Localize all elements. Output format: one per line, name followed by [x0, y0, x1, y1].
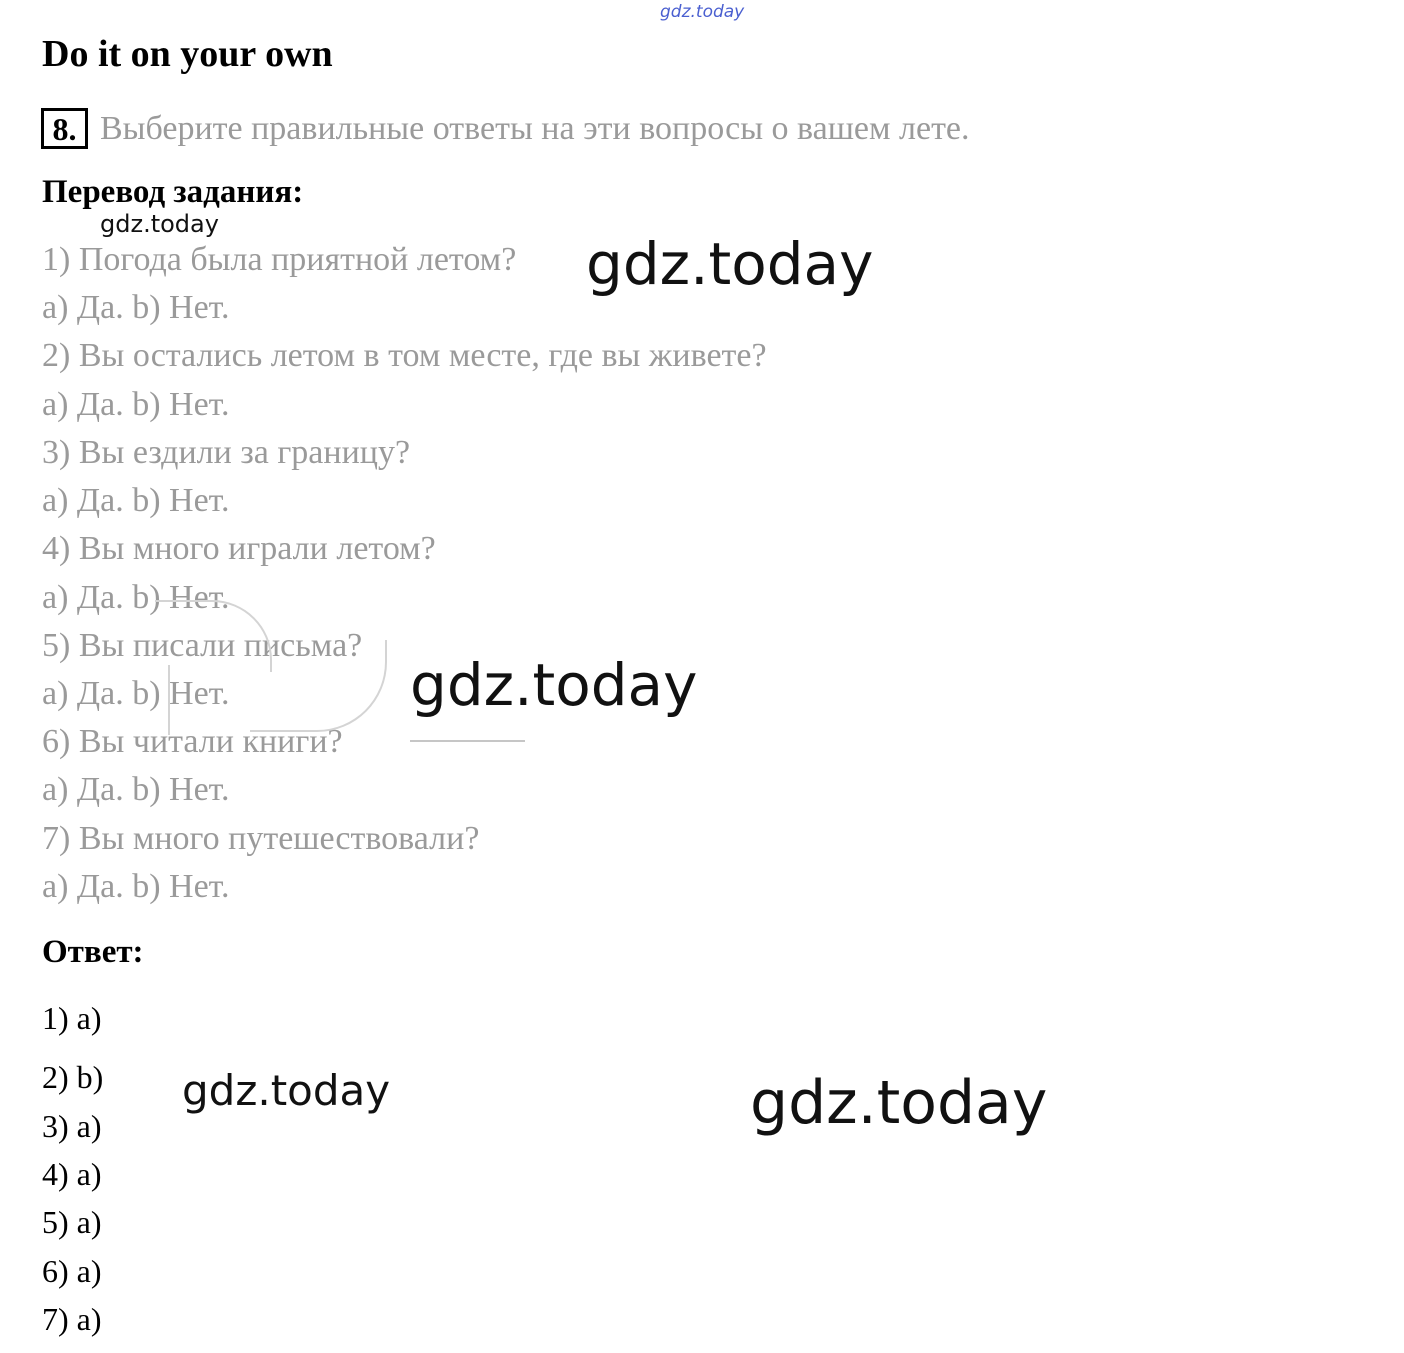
watermark-large: gdz.today: [410, 651, 698, 719]
answer-line: 1) a): [42, 1000, 102, 1036]
page-title: Do it on your own: [42, 33, 333, 75]
scribble-artifact: [410, 740, 525, 742]
answer-line: 3) a): [42, 1108, 102, 1144]
translation-line: 6) Вы читали книги?: [42, 723, 343, 760]
answer-line: 5) a): [42, 1204, 102, 1240]
task-number-badge: 8.: [41, 108, 88, 149]
translation-line: 7) Вы много путешествовали?: [42, 820, 480, 857]
watermark-small: gdz.today: [100, 210, 219, 238]
watermark-large: gdz.today: [750, 1068, 1048, 1138]
translation-line: a) Да. b) Нет.: [42, 386, 230, 423]
translation-line: a) Да. b) Нет.: [42, 868, 230, 905]
answer-title: Ответ:: [42, 934, 144, 970]
translation-line: 1) Погода была приятной летом?: [42, 241, 517, 278]
answer-line: 2) b): [42, 1059, 104, 1095]
translation-line: a) Да. b) Нет.: [42, 771, 230, 808]
translation-line: a) Да. b) Нет.: [42, 579, 230, 616]
translation-line: 2) Вы остались летом в том месте, где вы живете?: [42, 337, 767, 374]
translation-line: a) Да. b) Нет.: [42, 675, 230, 712]
watermark-medium: gdz.today: [182, 1066, 391, 1115]
answer-line: 7) a): [42, 1301, 102, 1337]
watermark-top: gdz.today: [660, 2, 745, 22]
scribble-artifact: [168, 665, 170, 735]
scribble-artifact: [250, 640, 387, 732]
translation-line: 4) Вы много играли летом?: [42, 530, 436, 567]
translation-line: a) Да. b) Нет.: [42, 482, 230, 519]
watermark-large: gdz.today: [586, 230, 874, 298]
answer-line: 4) a): [42, 1156, 102, 1192]
translation-line: a) Да. b) Нет.: [42, 289, 230, 326]
translation-line: 5) Вы писали письма?: [42, 627, 363, 664]
task-instruction: Выберите правильные ответы на эти вопросы о вашем лете.: [100, 110, 970, 147]
translation-title: Перевод задания:: [42, 174, 304, 210]
answer-line: 6) a): [42, 1253, 102, 1289]
translation-line: 3) Вы ездили за границу?: [42, 434, 411, 471]
